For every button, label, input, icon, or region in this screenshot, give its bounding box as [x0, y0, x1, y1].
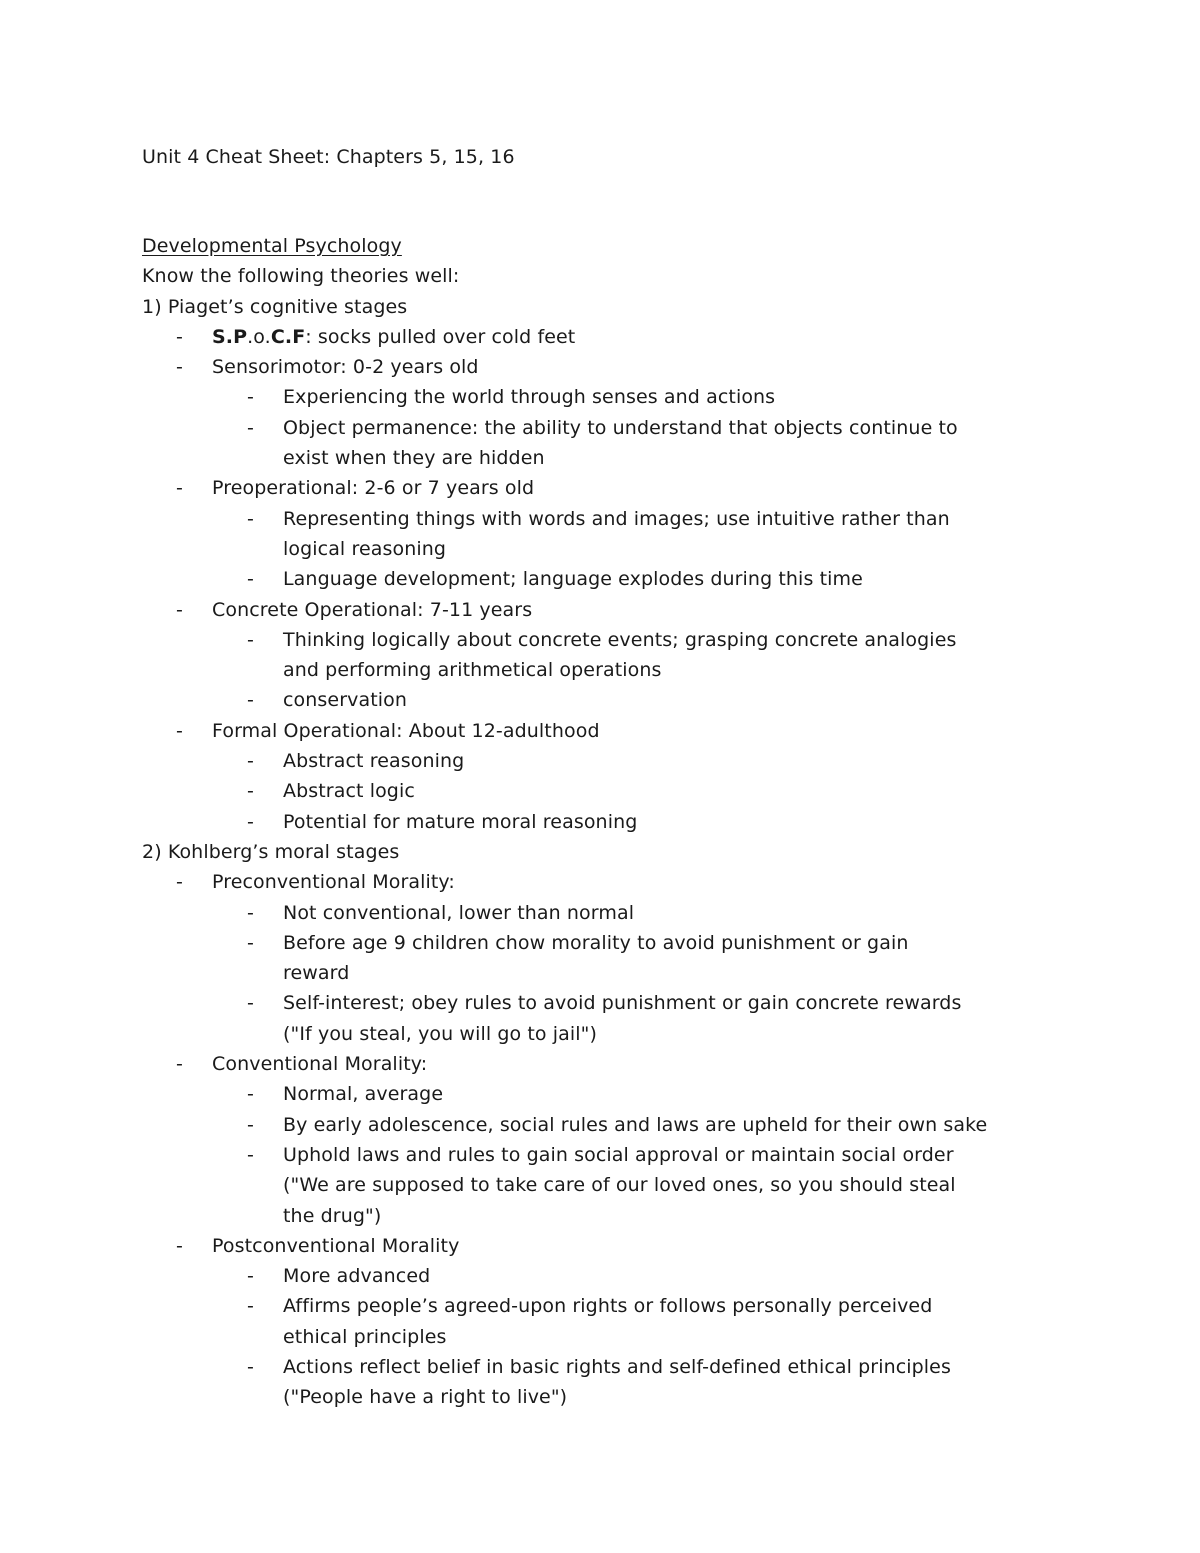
list-item-text: conservation [283, 689, 407, 712]
stage-detail [142, 1291, 1072, 1352]
list-item-text: Abstract logic [283, 780, 415, 803]
list-item-text: More advanced [283, 1265, 431, 1288]
bullet-dash: - [247, 1355, 254, 1378]
list-item-text: Potential for mature moral reasoning [283, 810, 638, 833]
bullet-dash: - [247, 901, 254, 924]
kohlberg-heading: 2) Kohlberg’s moral stages [142, 840, 400, 863]
list-item-text: Formal Operational: About 12-adulthood [212, 719, 600, 742]
bullet-dash: - [247, 1113, 254, 1136]
piaget-heading: 1) Piaget’s cognitive stages [142, 295, 408, 318]
bullet-dash: - [247, 1295, 254, 1318]
list-item-text: Representing things with words and images; use intuitive rather than logical reasoning [283, 507, 950, 560]
bullet-dash: - [247, 1265, 254, 1288]
stage-detail [142, 625, 1072, 686]
list-item-text: Not conventional, lower than normal [283, 901, 635, 924]
bullet-dash: - [247, 992, 254, 1015]
bullet-dash: - [247, 750, 254, 773]
stage-conventional [142, 1049, 1072, 1231]
stage-concrete-operational [142, 595, 1072, 716]
stage-detail [142, 1352, 1072, 1413]
list-item-text: Thinking logically about concrete events; grasping concrete analogies and performing arithmetical operations [283, 628, 957, 682]
bullet-dash: - [247, 780, 254, 803]
bullet-dash: - [247, 507, 254, 530]
list-item-text: Actions reflect belief in basic rights and self-defined ethical principles ("People have a right to live") [283, 1355, 951, 1409]
stage-detail [142, 564, 1072, 594]
list-item-text: Postconventional Morality [212, 1234, 460, 1257]
stage-label [142, 716, 1072, 746]
bullet-dash: - [247, 689, 254, 712]
list-item-text: Preconventional Morality: [212, 871, 455, 894]
bullet-dash: - [176, 871, 183, 894]
stage-detail [142, 1140, 1072, 1231]
stage-detail [142, 1110, 1072, 1140]
list-item-text: Object permanence: the ability to understand that objects continue to exist when they are hidden [283, 416, 958, 470]
document-body [142, 231, 1072, 1413]
list-item-text: Affirms people’s agreed-upon rights or follows personally perceived ethical principles [283, 1295, 933, 1348]
stage-label [142, 473, 1072, 503]
bullet-dash: - [247, 416, 254, 439]
list-item-text: Sensorimotor: 0-2 years old [212, 356, 479, 379]
bullet-dash: - [176, 598, 183, 621]
bullet-dash: - [176, 356, 183, 379]
stage-detail [142, 988, 1072, 1049]
list-item-text: Language development; language explodes during this time [283, 568, 863, 591]
list-item-text: By early adolescence, social rules and laws are upheld for their own sake [283, 1113, 988, 1136]
bullet-dash: - [176, 1234, 183, 1257]
list-item-text: Self-interest; obey rules to avoid punishment or gain concrete rewards ("If you steal, you will go to jail") [283, 992, 962, 1045]
stage-detail [142, 413, 1072, 474]
bullet-dash: - [247, 810, 254, 833]
list-item [142, 322, 1072, 352]
stage-formal-operational [142, 716, 1072, 837]
bullet-dash: - [247, 628, 254, 651]
stage-detail [142, 685, 1072, 715]
list-item-text: Abstract reasoning [283, 750, 465, 773]
list-item-text: Concrete Operational: 7-11 years [212, 598, 533, 621]
stage-preconventional [142, 867, 1072, 1049]
stage-preoperational [142, 473, 1072, 594]
bullet-dash: - [247, 1143, 254, 1166]
stage-detail [142, 1079, 1072, 1109]
mnemonic-text: S.P.o.C.F: socks pulled over cold feet [212, 325, 576, 348]
stage-label [142, 1049, 1072, 1079]
list-item-text: Uphold laws and rules to gain social approval or maintain social order ("We are supposed to take care of our loved ones, so you should steal the drug") [283, 1143, 956, 1227]
stage-detail [142, 504, 1072, 565]
bullet-dash: - [247, 386, 254, 409]
intro-text: Know the following theories well: [142, 265, 460, 288]
stage-detail [142, 382, 1072, 412]
bullet-dash: - [247, 568, 254, 591]
section-heading: Developmental Psychology [142, 235, 402, 257]
stage-label [142, 867, 1072, 897]
list-item-text: Preoperational: 2-6 or 7 years old [212, 477, 535, 500]
bullet-dash: - [247, 1083, 254, 1106]
document-title: Unit 4 Cheat Sheet: Chapters 5, 15, 16 [142, 146, 515, 168]
list-item-text: Conventional Morality: [212, 1053, 428, 1076]
stage-detail [142, 898, 1072, 928]
bullet-dash: - [176, 719, 183, 742]
bullet-dash: - [247, 931, 254, 954]
stage-detail [142, 928, 1072, 989]
stage-detail [142, 1261, 1072, 1291]
bullet-dash: - [176, 1053, 183, 1076]
stage-postconventional [142, 1231, 1072, 1413]
bullet-dash: - [176, 325, 183, 348]
list-item-text: Experiencing the world through senses and actions [283, 386, 776, 409]
bullet-dash: - [176, 477, 183, 500]
list-item-text: Before age 9 children chow morality to avoid punishment or gain reward [283, 931, 909, 985]
stage-label [142, 595, 1072, 625]
stage-label [142, 1231, 1072, 1261]
stage-sensorimotor [142, 352, 1072, 473]
stage-detail [142, 746, 1072, 776]
list-item-text: Normal, average [283, 1083, 444, 1106]
stage-label [142, 352, 1072, 382]
stage-detail [142, 807, 1072, 837]
stage-detail [142, 776, 1072, 806]
